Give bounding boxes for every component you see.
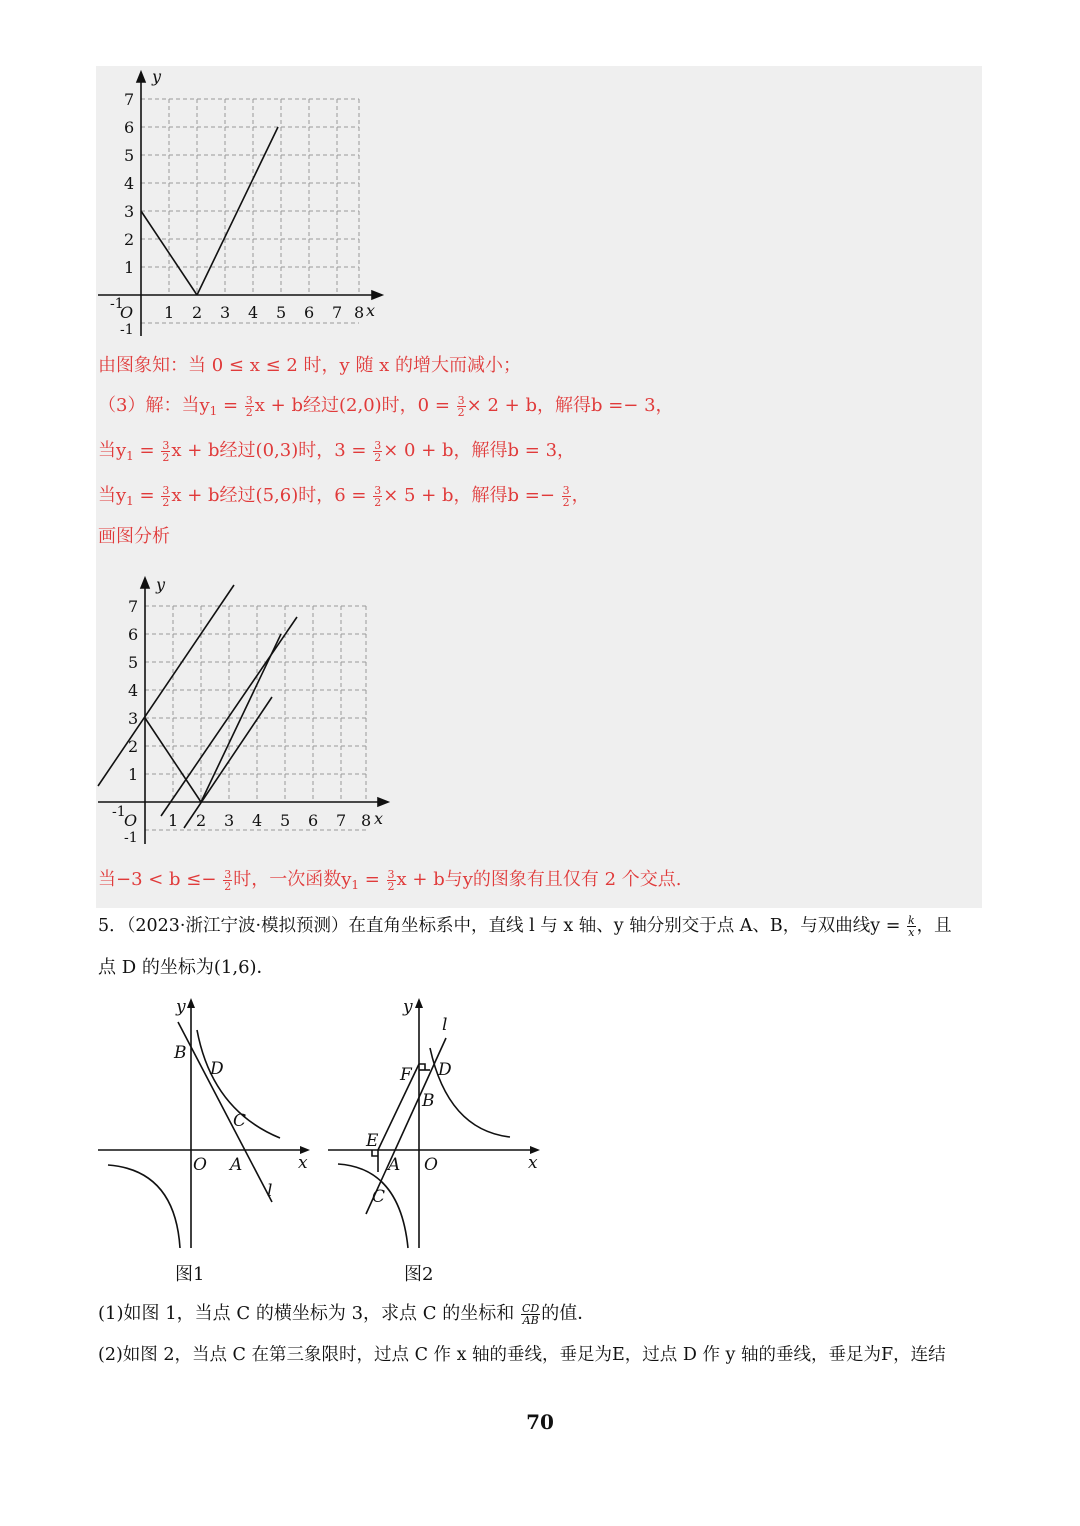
graph1-ytick: 3 [124,202,135,221]
graph2-ytick: 5 [128,653,139,672]
fraction: $\frac{k}{x}$ [907,914,915,939]
fraction: $\frac{3}{2}$ [224,867,232,893]
fig2-label-d: D [438,1060,452,1080]
graph1-xtick: 2 [192,303,203,322]
graph1-ytick: 6 [124,118,135,137]
graph2-xtick: 7 [336,811,347,830]
graph1-ytick: 2 [124,230,135,249]
graph1-xtick: 4 [248,303,259,322]
graph2-ytick: 3 [128,709,139,728]
graph2-xtick: 6 [308,811,319,830]
graph2-xtick: 5 [280,811,291,830]
solution-line-4: 当$y_1$ = $\frac{3}{2}$ x + b经过(5,6)时，6 = $\frac{3}{2}$ × 5 + b，解得b =− $\frac{3}{2}$ ， [98,483,590,509]
fig2-label-f: F [400,1065,412,1085]
graph-v-shape [96,66,396,346]
solution-line-5: 画图分析 [98,526,170,547]
graph2-y-label: y [156,575,166,594]
graph1-origin: O [120,303,134,322]
fig1-label-o: O [193,1155,207,1175]
fig2-label-c: C [372,1187,386,1207]
question-2: (2)如图 2，当点 C 在第三象限时，过点 C 作 x 轴的垂线，垂足为E，过点 D 作 y 轴的垂线，垂足为F，连结 [98,1345,946,1365]
graph1-xtick: 8 [354,303,365,322]
fig1-label-l: l [267,1181,273,1201]
fraction: $\frac{3}{2}$ [245,393,253,419]
graph1-ytick: 5 [124,146,135,165]
fig2-label-y: y [403,997,413,1017]
solution-line-3: 当$y_1$ = $\frac{3}{2}$ x + b经过(0,3)时，3 = $\frac{3}{2}$ × 0 + b，解得b = 3， [98,438,576,464]
graph1-xtick: 5 [276,303,287,322]
graph2-ytick: 1 [128,765,139,784]
graph1-xtick: 7 [332,303,343,322]
solution-conclusion: 当−3 < b ≤− $\frac{3}{2}$ 时，一次函数$y_1$ = $\frac{3}{2}$ x + b与y的图象有且仅有 2 个交点. [98,867,682,893]
fig1-label-y: y [176,997,186,1017]
fig1-label-a: A [230,1155,243,1175]
fig1-label-b: B [174,1043,187,1063]
fraction: $\frac{3}{2}$ [374,483,382,509]
fig1-label-d: D [210,1059,224,1079]
fig1-caption: 图1 [175,1264,205,1285]
graph1-x-label: x [366,301,376,320]
fig2-label-o: O [424,1155,438,1175]
fig2-label-x: x [528,1153,538,1173]
graph2-ytick: 2 [128,737,139,756]
fig2-caption: 图2 [404,1264,434,1285]
graph1-xtick: 3 [220,303,231,322]
graph1-neg-y: -1 [120,322,134,338]
graph2-ytick: 7 [128,597,139,616]
graph1-ytick: 1 [124,258,135,277]
fig1-label-c: C [233,1111,247,1131]
graph2-ytick: 4 [128,681,139,700]
graph1-ytick: 4 [124,174,135,193]
graph2-xtick: 1 [168,811,179,830]
graph1-neg-x: -1 [110,296,124,312]
graph-analysis [96,572,396,852]
graph2-xtick: 4 [252,811,263,830]
fraction: $\frac{3}{2}$ [457,393,465,419]
problem-line-1: 5．（2023·浙江宁波·模拟预测）在直角坐标系中，直线 l 与 x 轴、y 轴分别交于点 A、B，与双曲线y = $\frac{k}{x}$ ，且 [98,914,952,939]
graph1-y-label: y [152,67,162,86]
fig1-label-x: x [298,1153,308,1173]
fig2-label-e: E [366,1131,379,1151]
question-1: (1)如图 1，当点 C 的横坐标为 3，求点 C 的坐标和 $\frac{CD}{AB}$ 的值． [98,1301,596,1327]
fraction: $\frac{CD}{AB}$ [522,1301,540,1327]
graph2-xtick: 2 [196,811,207,830]
figure-1 [96,990,326,1290]
graph2-neg-y: -1 [124,830,138,846]
solution-line-2: （3）解：当$y_1$ = $\frac{3}{2}$ x + b经过(2,0)时，0 = $\frac{3}{2}$ × 2 + b，解得b =− 3， [98,393,674,419]
graph2-ytick: 6 [128,625,139,644]
graph1-xtick: 1 [164,303,175,322]
fig2-label-a: A [388,1155,401,1175]
fig2-label-l: l [442,1015,448,1035]
fig2-label-b: B [422,1091,435,1111]
fraction: $\frac{3}{2}$ [374,438,382,464]
solution-line-1: 由图象知：当 0 ≤ x ≤ 2 时，y 随 x 的增大而减小； [98,355,522,376]
fraction: $\frac{3}{2}$ [162,483,170,509]
graph2-xtick: 8 [361,811,372,830]
graph2-xtick: 3 [224,811,235,830]
figure-2 [326,990,546,1290]
page-number: 70 [526,1410,554,1434]
fraction: $\frac{3}{2}$ [162,438,170,464]
graph2-origin: O [124,811,138,830]
fraction: $\frac{3}{2}$ [562,483,570,509]
problem-line-2: 点 D 的坐标为(1,6)． [98,957,275,978]
graph1-xtick: 6 [304,303,315,322]
fraction: $\frac{3}{2}$ [387,867,395,893]
graph2-x-label: x [374,809,384,828]
graph2-neg-x: -1 [112,804,126,820]
graph1-ytick: 7 [124,90,135,109]
